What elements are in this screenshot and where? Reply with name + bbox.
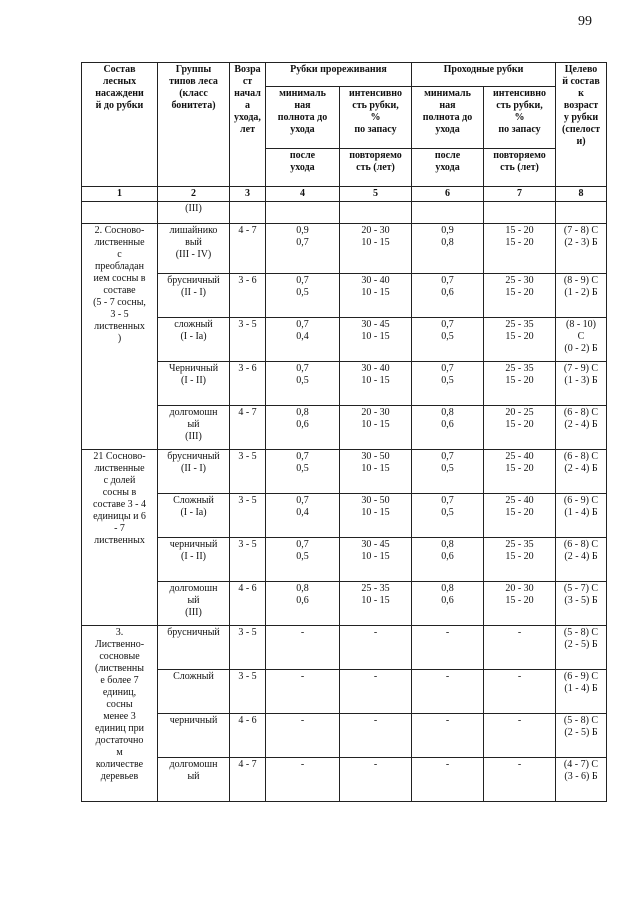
age-cell: 3 - 5 [230,538,266,582]
min-density-passage-cell: - [412,714,484,758]
target-composition-cell: (6 - 9) С (1 - 4) Б [556,670,607,714]
min-density-thinning-cell: 0,7 0,4 [266,494,340,538]
min-density-passage-cell: 0,8 0,6 [412,538,484,582]
table-row [82,224,607,274]
group-cell: долгомошн ый [158,758,230,802]
column-number: 1 [82,187,158,202]
min-density-thinning-cell: - [266,626,340,670]
intensity-thinning-cell: - [340,626,412,670]
column-number: 5 [340,187,412,202]
header-min-density-passage: минималь ная полнота до ухода [412,87,484,149]
table-row [82,362,607,406]
age-cell: 3 - 6 [230,362,266,406]
age-cell: 4 - 7 [230,224,266,274]
column-number: 4 [266,187,340,202]
page-number: 99 [578,14,592,29]
target-composition-cell: (8 - 10) С (0 - 2) Б [556,318,607,362]
table-row [82,406,607,450]
group-cell: Черничный (I - II) [158,362,230,406]
table-row [82,274,607,318]
column-number: 7 [484,187,556,202]
min-density-thinning-cell: 0,7 0,5 [266,450,340,494]
group-cell: брусничный (II - I) [158,274,230,318]
age-cell: 3 - 6 [230,274,266,318]
group-cell: (III) [158,202,230,224]
intensity-passage-cell: 25 - 35 15 - 20 [484,538,556,582]
min-density-passage-cell: 0,8 0,6 [412,582,484,626]
table-row [82,538,607,582]
intensity-passage-cell: 25 - 30 15 - 20 [484,274,556,318]
group-cell: Сложный (I - Ia) [158,494,230,538]
composition-cell [82,202,158,224]
min-density-thinning-cell: - [266,670,340,714]
intensity-passage-cell: 25 - 35 15 - 20 [484,318,556,362]
column-number: 8 [556,187,607,202]
intensity-passage-cell: 15 - 20 15 - 20 [484,224,556,274]
header-intensity-passage: интенсивно сть рубки, % по запасу [484,87,556,149]
min-density-passage-cell: 0,8 0,6 [412,406,484,450]
group-cell: долгомошн ый (III) [158,406,230,450]
intensity-thinning-cell: - [340,758,412,802]
header-after-thinning: после ухода [266,149,340,187]
min-density-passage-cell: 0,9 0,8 [412,224,484,274]
age-cell: 4 - 6 [230,582,266,626]
intensity-thinning-cell: 30 - 40 10 - 15 [340,274,412,318]
table-row [82,714,607,758]
target-composition-cell: (6 - 9) С (1 - 4) Б [556,494,607,538]
target-composition-cell: (7 - 8) С (2 - 3) Б [556,224,607,274]
min-density-thinning-cell: 0,9 0,7 [266,224,340,274]
intensity-thinning-cell: 30 - 50 10 - 15 [340,450,412,494]
header-repeat-passage: повторяемо сть (лет) [484,149,556,187]
target-composition-cell: (8 - 9) С (1 - 2) Б [556,274,607,318]
min-density-passage-cell: - [412,758,484,802]
age-cell: 3 - 5 [230,318,266,362]
min-density-thinning-cell: 0,7 0,5 [266,362,340,406]
target-composition-cell: (7 - 9) С (1 - 3) Б [556,362,607,406]
header-composition: Состав лесных насаждени й до рубки [82,63,158,187]
group-cell: брусничный [158,626,230,670]
min-density-passage-cell: - [412,670,484,714]
intensity-thinning-cell: 30 - 45 10 - 15 [340,318,412,362]
intensity-passage-cell: - [484,670,556,714]
min-density-passage-cell: 0,7 0,5 [412,318,484,362]
group-cell: сложный (I - Ia) [158,318,230,362]
header-age: Возра ст начал а ухода, лет [230,63,266,187]
table-row [82,758,607,802]
column-number-row [82,187,607,202]
min-density-passage-cell: 0,7 0,5 [412,494,484,538]
age-cell: 4 - 7 [230,406,266,450]
min-density-passage-cell: - [412,626,484,670]
column-number: 3 [230,187,266,202]
target-composition-cell: (6 - 8) С (2 - 4) Б [556,450,607,494]
group-cell: черничный [158,714,230,758]
header-min-density-thinning: минималь ная полнота до ухода [266,87,340,149]
intensity-thinning-cell: - [340,670,412,714]
continued-row [82,202,607,224]
min-density-passage-cell: 0,7 0,5 [412,450,484,494]
group-cell: лишайнико вый (III - IV) [158,224,230,274]
intensity-thinning-cell: 25 - 35 10 - 15 [340,582,412,626]
group-cell: брусничный (II - I) [158,450,230,494]
table-row [82,494,607,538]
min-density-thinning-cell: 0,8 0,6 [266,406,340,450]
min-density-passage-cell: 0,7 0,6 [412,274,484,318]
header-forest-groups: Группы типов леса (класс бонитета) [158,63,230,187]
age-cell: 3 - 5 [230,626,266,670]
intensity-passage-cell: - [484,626,556,670]
header-target: Целево й состав к возраст у рубки (спелост и) [556,63,607,187]
group-cell: долгомошн ый (III) [158,582,230,626]
intensity-thinning-cell: 30 - 50 10 - 15 [340,494,412,538]
min-density-thinning-cell: 0,7 0,4 [266,318,340,362]
intensity-thinning-cell: - [340,714,412,758]
table-row [82,582,607,626]
age-cell: 3 - 5 [230,670,266,714]
composition-cell: 3. Лиственно- сосновые (лиственны е более 7 единиц, сосны менее 3 единиц при достаточно м количестве деревьев [82,626,158,802]
forest-care-table [81,62,607,802]
min-density-thinning-cell: - [266,714,340,758]
header-passage: Проходные рубки [412,63,556,87]
target-composition-cell: (5 - 7) С (3 - 5) Б [556,582,607,626]
column-number: 6 [412,187,484,202]
intensity-thinning-cell: 20 - 30 10 - 15 [340,224,412,274]
min-density-thinning-cell: 0,7 0,5 [266,538,340,582]
age-cell: 3 - 5 [230,494,266,538]
table-row [82,670,607,714]
composition-cell: 2. Сосново- лиственные с преобладан ием сосны в составе (5 - 7 сосны, 3 - 5 лиственных ) [82,224,158,450]
min-density-thinning-cell: 0,7 0,5 [266,274,340,318]
header-thinning: Рубки прореживания [266,63,412,87]
intensity-thinning-cell: 30 - 45 10 - 15 [340,538,412,582]
target-composition-cell: (6 - 8) С (2 - 4) Б [556,406,607,450]
intensity-thinning-cell: 20 - 30 10 - 15 [340,406,412,450]
intensity-passage-cell: 20 - 30 15 - 20 [484,582,556,626]
group-cell: черничный (I - II) [158,538,230,582]
intensity-passage-cell: 20 - 25 15 - 20 [484,406,556,450]
target-composition-cell: (5 - 8) С (2 - 5) Б [556,714,607,758]
intensity-thinning-cell: 30 - 40 10 - 15 [340,362,412,406]
age-cell: 3 - 5 [230,450,266,494]
min-density-thinning-cell: 0,8 0,6 [266,582,340,626]
composition-cell: 21 Сосново- лиственные с долей сосны в составе 3 - 4 единицы и 6 - 7 лиственных [82,450,158,626]
min-density-passage-cell: 0,7 0,5 [412,362,484,406]
header-after-passage: после ухода [412,149,484,187]
target-composition-cell: (5 - 8) С (2 - 5) Б [556,626,607,670]
target-composition-cell: (4 - 7) С (3 - 6) Б [556,758,607,802]
table-row [82,450,607,494]
target-composition-cell: (6 - 8) С (2 - 4) Б [556,538,607,582]
intensity-passage-cell: 25 - 35 15 - 20 [484,362,556,406]
intensity-passage-cell: 25 - 40 15 - 20 [484,494,556,538]
group-cell: Сложный [158,670,230,714]
min-density-thinning-cell: - [266,758,340,802]
intensity-passage-cell: - [484,714,556,758]
age-cell: 4 - 6 [230,714,266,758]
column-number: 2 [158,187,230,202]
header-intensity-thinning: интенсивно сть рубки, % по запасу [340,87,412,149]
table-row [82,626,607,670]
age-cell [230,202,266,224]
table-row [82,318,607,362]
header-repeat-thinning: повторяемо сть (лет) [340,149,412,187]
intensity-passage-cell: 25 - 40 15 - 20 [484,450,556,494]
age-cell: 4 - 7 [230,758,266,802]
intensity-passage-cell: - [484,758,556,802]
